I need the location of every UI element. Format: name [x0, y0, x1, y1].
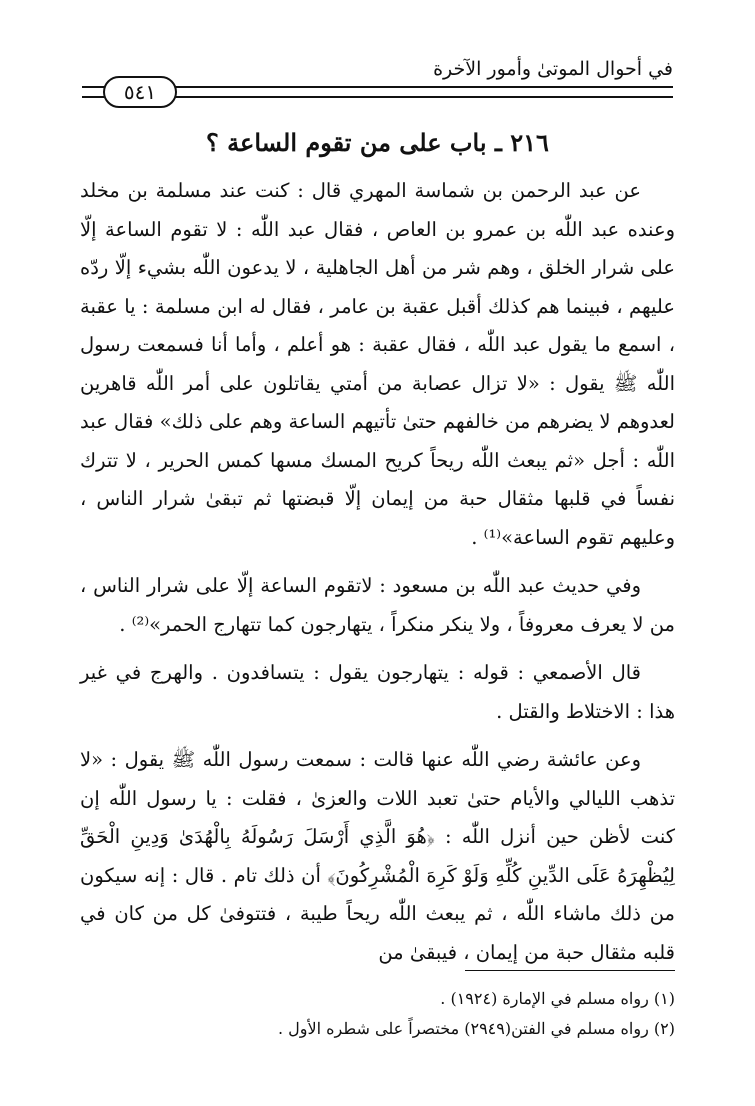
- chapter-title: ٢١٦ ـ باب على من تقوم الساعة ؟: [206, 128, 549, 157]
- footnote-rule: [465, 970, 675, 971]
- footnote: (٢) رواه مسلم في الفتن(٢٩٤٩) مختصراً على شطره الأول .: [277, 1019, 675, 1038]
- running-title: في أحوال الموتىٰ وأمور الآخرة: [433, 58, 673, 80]
- main-text: [80, 172, 675, 972]
- page-header: [0, 40, 755, 110]
- paragraph: وفي حديث عبد اللّٰه بن مسعود : لاتقوم الساعة إلّا على شرار الناس ، من لا يعرف معروفاً ، ولا ينكر منكراً ، يتهارجون كما تتهارج الحمر»⁽²⁾ .: [80, 574, 675, 636]
- paragraph: وعن عائشة رضي اللّٰه عنها قالت : سمعت رسول اللّٰه ﷺ يقول : «لا تذهب الليالي والأيام حتىٰ تعبد اللات والعزىٰ ، فقلت : يا رسول اللّٰه إن كنت لأظن حين أنزل اللّٰه : ﴿هُوَ الَّذِي أَرْسَلَ رَسُولَهُ بِالْهُدَىٰ وَدِينِ الْحَقِّ لِيُظْهِرَهُ عَلَى الدِّينِ كُلِّهِ وَلَوْ كَرِهَ الْمُشْرِكُونَ﴾ أن ذلك تام . قال : إنه سيكون من ذلك ماشاء اللّٰه ، ثم يبعث اللّٰه ريحاً طيبة ، فتتوفىٰ كل من كان في قلبه مثقال حبة من إيمان ، فيبقىٰ من: [80, 748, 675, 964]
- footnote: (١) رواه مسلم في الإمارة (١٩٢٤) .: [440, 989, 675, 1008]
- header-rule-short: [82, 86, 104, 98]
- footnotes: [80, 984, 675, 1044]
- page-number: ٥٤١: [103, 76, 177, 108]
- paragraph: عن عبد الرحمن بن شماسة المهري قال : كنت عند مسلمة بن مخلد وعنده عبد اللّٰه بن عمرو بن العاص ، فقال عبد اللّٰه : لا تقوم الساعة إلّا على شرار الخلق ، وهم شر من أهل الجاهلية ، لا يدعون اللّٰه بشيء إلّا ردّه عليهم ، فبينما هم كذلك أقبل عقبة بن عامر ، فقال له ابن مسلمة : يا عقبة ، اسمع ما يقول عبد اللّٰه ، فقال عقبة : هو أعلم ، وأما أنا فسمعت رسول اللّٰه ﷺ يقول : «لا تزال عصابة من أمتي يقاتلون على أمر اللّٰه قاهرين لعدوهم لا يضرهم من خالفهم حتىٰ تأتيهم الساعة وهم على ذلك» فقال عبد اللّٰه : أجل «ثم يبعث اللّٰه ريحاً كريح المسك مسها كمس الحرير ، لا تترك نفساً في قلبها مثقال حبة من إيمان إلّا قبضتها ثم تبقىٰ شرار الناس ، وعليهم تقوم الساعة»⁽¹⁾ .: [80, 179, 675, 549]
- paragraph: قال الأصمعي : قوله : يتهارجون يقول : يتسافدون . والهرج في غير هذا : الاختلاط والقتل .: [80, 661, 675, 723]
- header-rule: [176, 86, 673, 98]
